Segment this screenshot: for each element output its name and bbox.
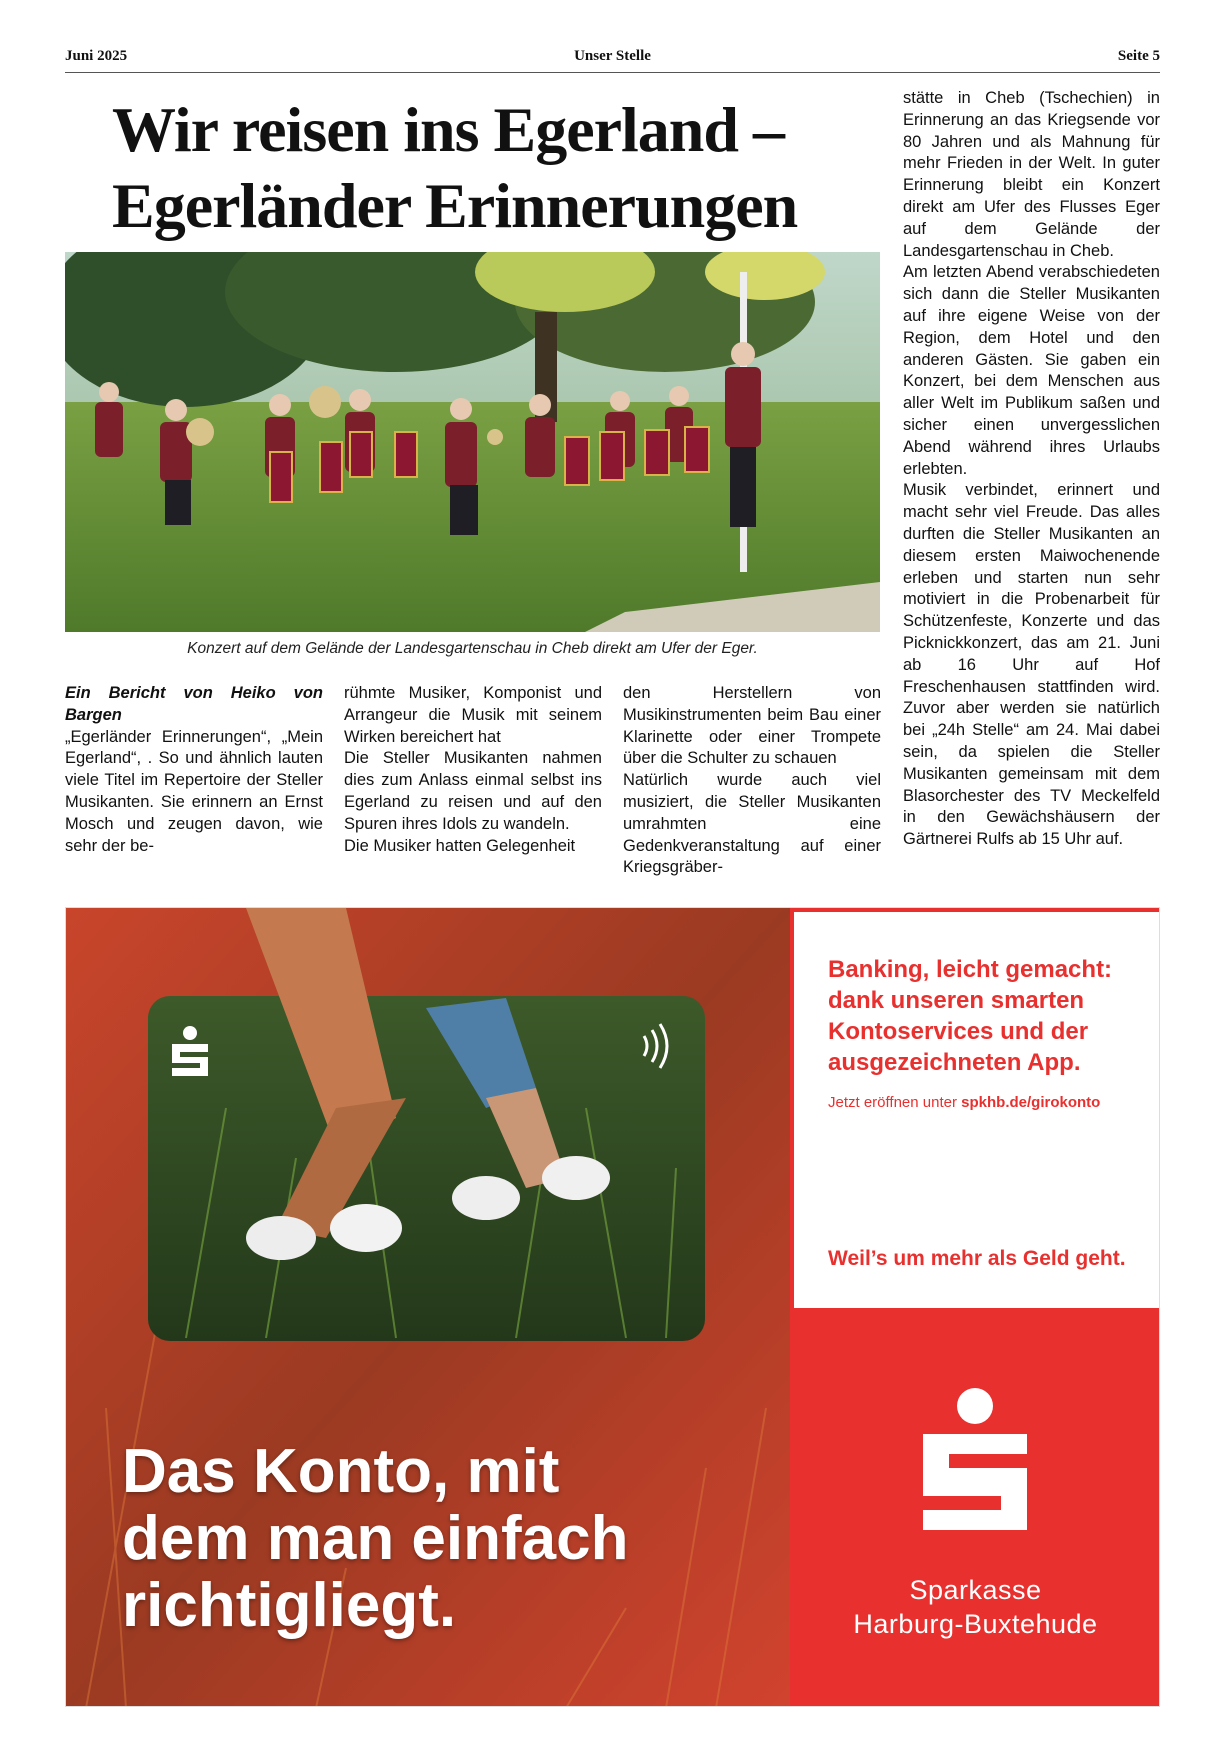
headline-line-1: Wir reisen ins Egerland – bbox=[112, 94, 784, 165]
ad-main-slogan-line-3: richtigliegt. bbox=[122, 1571, 457, 1640]
byline: Ein Bericht von Heiko von Bargen bbox=[65, 684, 323, 724]
band-concert-photo bbox=[65, 252, 880, 632]
sparkasse-advertisement bbox=[65, 907, 1160, 1707]
ad-cta-link[interactable]: spkhb.de/girokonto bbox=[961, 1094, 1101, 1111]
article-paragraph: „Egerländer Erinnerungen“, „Mein Egerland“, . So und ähnlich lauten viele Titel im Repertoire der Steller Musikanten. Sie erinnern an Ernst Mosch und zeugen davon, wie sehr der be- bbox=[65, 727, 323, 855]
brand-name bbox=[790, 1573, 1160, 1641]
article-paragraph: rühmte Musiker, Komponist und Arrangeur die Musik mit seinem Wirken bereichert hat bbox=[344, 684, 602, 746]
article-headline bbox=[112, 92, 872, 244]
publication-name: Unser Stelle bbox=[574, 48, 651, 64]
ad-info-panel bbox=[790, 908, 1160, 1308]
headline-line-2: Egerländer Erinnerungen bbox=[112, 170, 798, 241]
sparkasse-logo-icon bbox=[915, 1388, 1035, 1538]
page-number: Seite 5 bbox=[1117, 48, 1160, 64]
ad-brand-panel bbox=[790, 1308, 1160, 1707]
ad-main-slogan-line-2: dem man einfach bbox=[122, 1504, 629, 1573]
article-paragraph: Natürlich wurde auch viel musiziert, die Steller Musikanten umrahmten eine Gedenkveranstaltung auf einer Kriegsgräber- bbox=[623, 771, 881, 877]
article-paragraph: Die Musiker hatten Gelegenheit bbox=[344, 836, 576, 855]
ad-photo bbox=[66, 908, 790, 1707]
ad-cta-text: Jetzt eröffnen unter bbox=[828, 1094, 962, 1111]
article-paragraph: den Herstellern von Musikinstrumenten beim Bau einer Klarinette oder einer Trompete über die Schulter zu schauen bbox=[623, 684, 881, 768]
ad-headline: Banking, leicht gemacht: dank unseren smarten Kontoservices und der ausgezeichneten App. bbox=[828, 956, 1113, 1076]
brand-name-line-2: Harburg-Buxtehude bbox=[853, 1609, 1098, 1639]
brand-name-line-1: Sparkasse bbox=[909, 1575, 1042, 1605]
article-paragraph: stätte in Cheb (Tschechien) in Erinnerung an das Kriegsende vor 80 Jahren und als Mahnung für mehr Frieden in der Welt. In guter Erinnerung bleibt ein Konzert direkt am Ufer des Flusses Eger auf dem Gelände der Landesgartenschau in Cheb. bbox=[903, 89, 1160, 260]
article-paragraph: Die Steller Musikanten nahmen dies zum Anlass einmal selbst ins Egerland zu reisen und auf den Spuren ihres Idols zu wandeln. bbox=[344, 749, 602, 833]
page-header bbox=[65, 44, 1160, 73]
issue-date: Juni 2025 bbox=[65, 48, 128, 64]
ad-tagline: Weil’s um mehr als Geld geht. bbox=[828, 1247, 1126, 1270]
article-column-2 bbox=[344, 683, 602, 857]
article-paragraph: Am letzten Abend verabschiedeten sich dann die Steller Musikanten auf ihre eigene Weise von der Region, dem Hotel und den anderen Gästen. Sie gaben ein Konzert, bei dem Menschen aus aller Welt im Publikum saßen und sicher einen unvergesslichen Abend während ihres Urlaubs erlebten. bbox=[903, 263, 1160, 478]
article-column-1 bbox=[65, 683, 323, 857]
ad-main-slogan-line-1: Das Konto, mit bbox=[122, 1437, 560, 1506]
article-column-3 bbox=[623, 683, 881, 879]
photo-caption: Konzert auf dem Gelände der Landesgartenschau in Cheb direkt am Ufer der Eger. bbox=[187, 640, 758, 657]
article-paragraph: Musik verbindet, erinnert und macht sehr viel Freude. Das alles durften die Steller Musikanten an diesem ersten Maiwochenende erleben und starten nun sehr motiviert in die Probenarbeit für Schützenfeste, Konzerte und das Picknickkonzert, das am 21. Juni ab 16 Uhr auf Hof Freschenhausen stattfinden wird. Zuvor aber werden sie natürlich bei „24h Stelle“ am 24. Mai dabei sein, da spielen die Steller Musikanten gemeinsam mit dem Blasorchester des TV Meckelfeld in den Gewächshäusern der Gärtnerei Rulfs ab 15 Uhr auf. bbox=[903, 481, 1160, 849]
ad-call-to-action bbox=[828, 1094, 1158, 1111]
ad-main-slogan bbox=[122, 1438, 762, 1639]
article-column-4 bbox=[903, 88, 1160, 851]
